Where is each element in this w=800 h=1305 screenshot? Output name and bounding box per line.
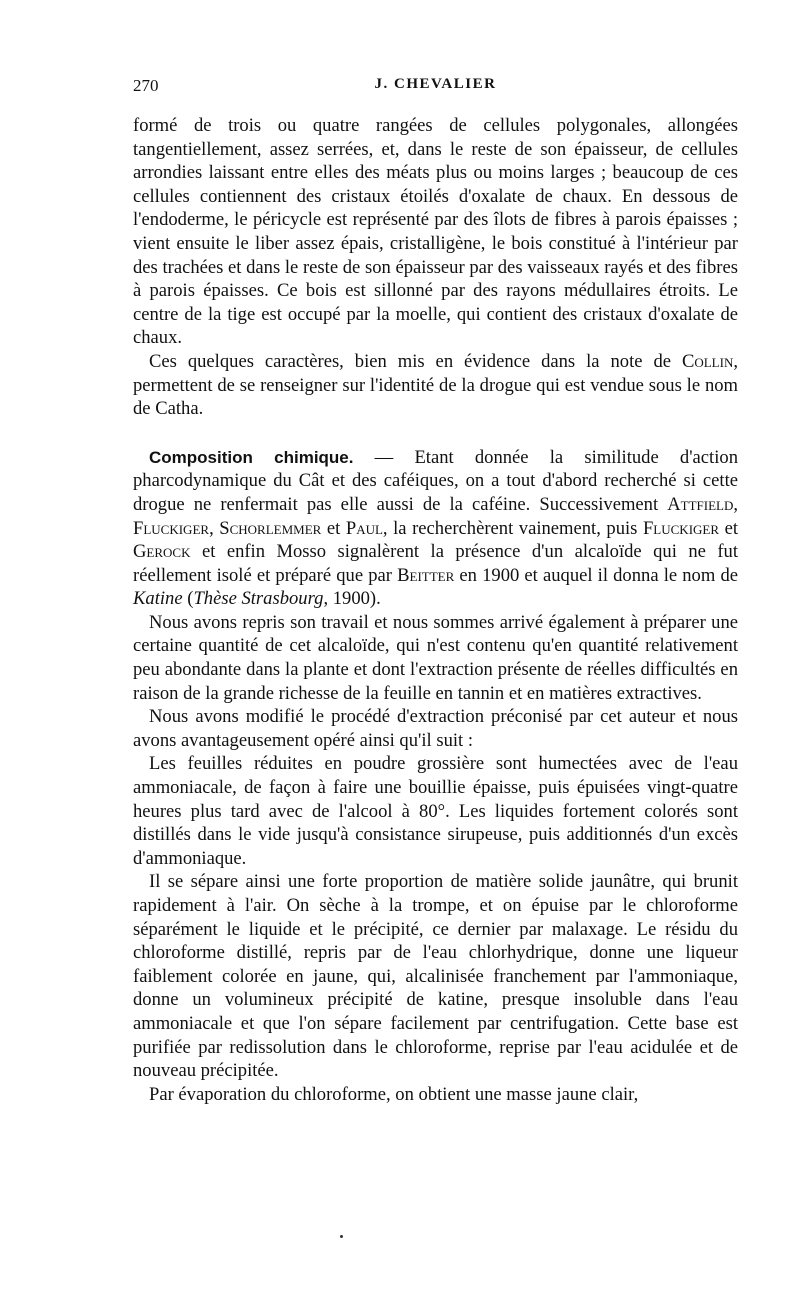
- paragraph-characters-text-1: Ces quelques caractères, bien mis en évidence dans la note de: [149, 350, 682, 372]
- author-name-collin: Collin: [681, 350, 734, 372]
- composition-text-6: et: [719, 517, 738, 539]
- author-name-attfield: Attfield: [667, 493, 734, 515]
- paragraph-characters: [133, 350, 738, 421]
- composition-text-7: et enfin Mosso signalèrent la présence d'un alcaloïde qui ne fut réellement isolé et préparé que par: [133, 541, 738, 586]
- composition-text-9: (: [182, 588, 194, 610]
- paragraph-anatomy: formé de trois ou quatre rangées de cellules polygonales, allongées tangentiellement, assez serrées, et, dans le reste de son épaisseur, de cellules arrondies laissant entre elles des méats plus ou moins larges ; beaucoup de ces cellules contiennent des cristaux étoilés d'oxalate de chaux. En dessous de l'endoderme, le péricycle est représenté par des îlots de fibres à parois épaisses ; vient ensuite le liber assez épais, cristalligène, le bois constitué à l'intérieur par des trachées et dans le reste de son épaisseur par des vaisseaux rayés et des fibres à parois épaisses. Ce bois est sillonné par des rayons médullaires étroits. Le centre de la tige est occupé par la moelle, qui contient des cristaux d'oxalate de chaux.: [133, 115, 738, 349]
- paragraph-separation: Il se sépare ainsi une forte proportion de matière solide jaunâtre, qui brunit rapidement à l'air. On sèche à la trompe, et on épuise par le chloroforme séparément le liquide et le précipité, ce dernier par malaxage. Le résidu du chloroforme distillé, repris par de l'eau chlorhydrique, donne une liqueur faiblement colorée en jaune, qui, alcalinisée franchement par l'ammoniaque, donne un volumineux précipité de katine, presque insoluble dans l'eau ammoniacale et que l'on sépare facilement par centrifugation. Cette base est purifiée par redissolution dans le chloroforme, reprise par l'eau acidulée et de nouveau précipitée.: [133, 871, 738, 1082]
- composition-text-2: ,: [733, 493, 738, 515]
- alkaloid-name-katine: Katine: [133, 588, 183, 610]
- composition-text-1: — Etant donnée la similitude d'action pharcodynamique du Cât et des caféiques, on a tout d'abord recherché si cette drogue ne renfermait pas elle aussi de la caféine. Successivement: [133, 446, 738, 515]
- page-number: 270: [133, 76, 159, 95]
- body-text: [133, 114, 738, 1106]
- paragraph-feuilles: Les feuilles réduites en poudre grossière sont humectées avec de l'eau ammoniacale, de façon à faire une bouillie épaisse, puis épuisées vingt-quatre heures plus tard avec de l'alcool à 80°. Les liquides fortement colorés sont distillés dans le vide jusqu'à consistance sirupeuse, puis additionnés d'un excès d'ammoniaque.: [133, 753, 738, 869]
- composition-text-10: , 1900).: [323, 588, 381, 610]
- author-name-schorlemmer: Schorlemmer: [219, 517, 322, 539]
- paragraph-characters-text-2: , permettent de se renseigner sur l'identité de la drogue qui est vendue sous le nom de Catha.: [133, 350, 738, 420]
- author-name-paul: Paul: [345, 517, 383, 539]
- paragraph-repris: Nous avons repris son travail et nous sommes arrivé également à préparer une certaine quantité de cet alcaloïde, qui n'est contenu qu'en quantité relativement peu abondante dans la plante et dont l'extraction présente de réelles difficultés en raison de la grande richesse de la feuille en tannin et en matières extractives.: [133, 611, 738, 704]
- composition-text-8: en 1900 et auquel il donna le nom de: [454, 564, 738, 586]
- running-head: [133, 76, 738, 102]
- paragraph-evaporation: Par évaporation du chloroforme, on obtient une masse jaune clair,: [149, 1083, 639, 1105]
- author-name-gerock: Gerock: [133, 541, 191, 563]
- citation-these-strasbourg: Thèse Strasbourg: [193, 588, 324, 610]
- section-gap: [133, 421, 738, 446]
- author-name-fluckiger: Fluckiger: [133, 517, 210, 539]
- author-name-beitter: Beitter: [397, 564, 455, 586]
- author-name-fluckiger-2: Fluckiger: [642, 517, 720, 539]
- composition-text-5: , la recherchèrent vainement, puis: [382, 517, 643, 539]
- print-speck: [340, 1235, 343, 1238]
- paragraph-procede: Nous avons modifié le procédé d'extraction préconisé par cet auteur et nous avons avantageusement opéré ainsi qu'il suit :: [133, 706, 738, 751]
- paragraph-composition: [133, 446, 738, 611]
- composition-text-4: et: [321, 517, 346, 539]
- running-head-author: J. CHEVALIER: [374, 76, 497, 92]
- section-heading-composition: Composition chimique.: [149, 447, 354, 467]
- composition-text-3: ,: [209, 517, 220, 539]
